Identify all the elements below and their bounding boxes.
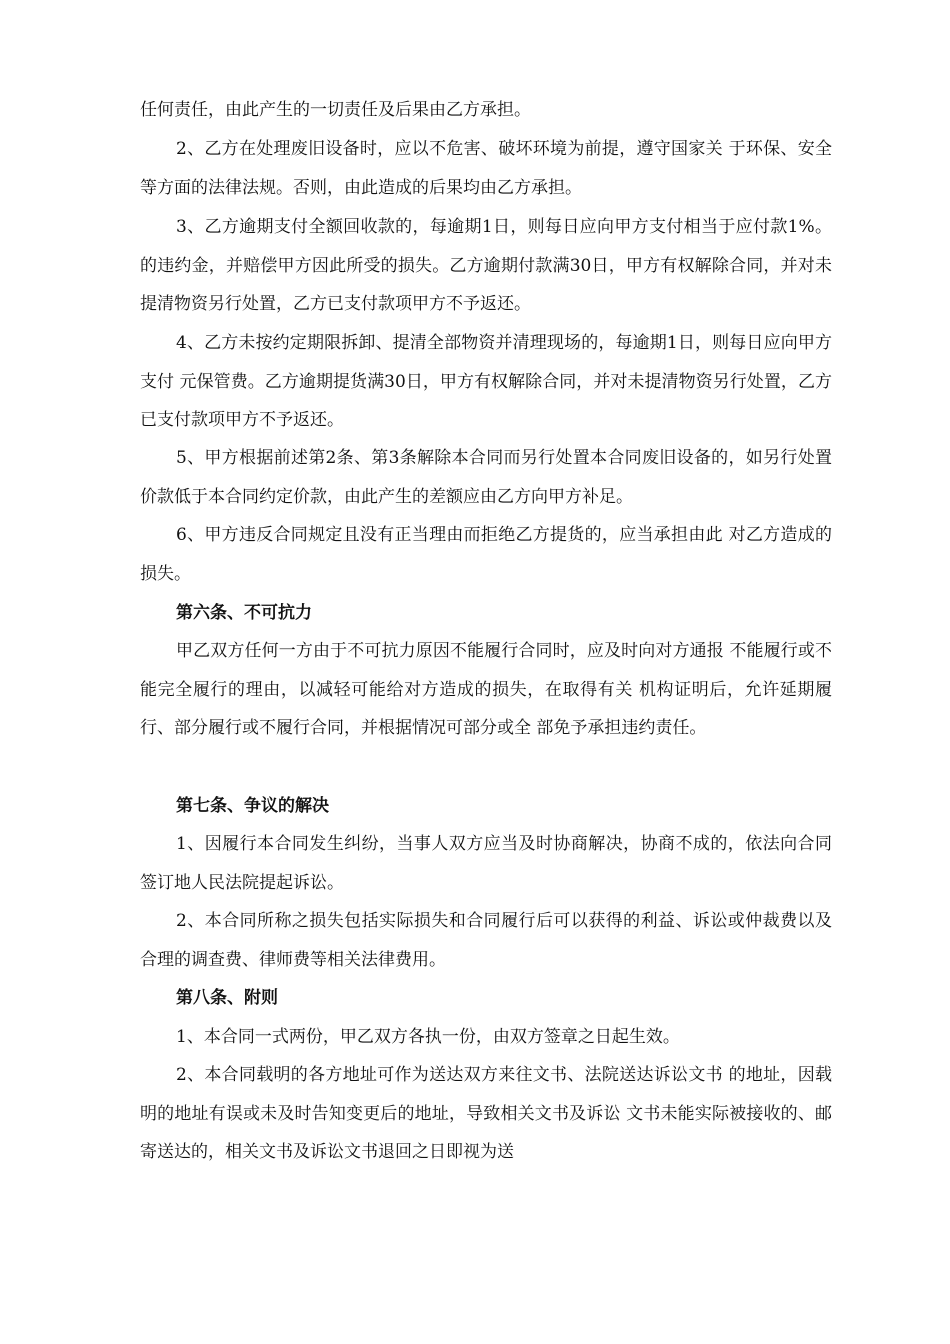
clause-7-2: 2、本合同所称之损失包括实际损失和合同履行后可以获得的利益、诉讼或仲裁费以及合理的调查费、律师费等相关法律费用。 [140,911,832,970]
clause-7-1: 1、因履行本合同发生纠纷，当事人双方应当及时协商解决，协商不成的，依法向合同签订地人民法院提起诉讼。 [140,834,832,893]
article-7-heading: 第七条、争议的解决 [176,796,329,816]
article-6-body: 甲乙双方任何一方由于不可抗力原因不能履行合同时，应及时向对方通报 不能履行或不能完全履行的理由，以减轻可能给对方造成的损失，在取得有关 机构证明后，允许延期履行、部分履行或不履行合同，并根据情况可部分或全 部免予承担违约责任。 [140,641,832,739]
clause-5-5: 5、甲方根据前述第2条、第3条解除本合同而另行处置本合同废旧设备的，如另行处置价款低于本合同约定价款，由此产生的差额应由乙方向甲方补足。 [140,448,832,507]
clause-5-2: 2、乙方在处理废旧设备时，应以不危害、破坏环境为前提，遵守国家关 于环保、安全等方面的法律法规。否则，由此造成的后果均由乙方承担。 [140,139,832,198]
clause-5-6: 6、甲方违反合同规定且没有正当理由而拒绝乙方提货的，应当承担由此 对乙方造成的损失。 [140,525,832,584]
paragraph-continuation: 任何责任，由此产生的一切责任及后果由乙方承担。 [140,100,531,120]
clause-8-2: 2、本合同载明的各方地址可作为送达双方来往文书、法院送达诉讼文书 的地址，因载明的地址有误或未及时告知变更后的地址，导致相关文书及诉讼 文书未能实际被接收的、邮寄送达的，相关文书及诉讼文书退回之日即视为送 [140,1065,832,1163]
article-6-heading: 第六条、不可抗力 [176,603,312,623]
clause-5-3: 3、乙方逾期支付全额回收款的，每逾期1日，则每日应向甲方支付相当于应付款1%。的违约金，并赔偿甲方因此所受的损失。乙方逾期付款满30日，甲方有权解除合同，并对未提清物资另行处置，乙方已支付款项甲方不予返还。 [140,217,832,315]
clause-8-1: 1、本合同一式两份，甲乙双方各执一份，由双方签章之日起生效。 [176,1027,680,1047]
clause-5-4: 4、乙方未按约定期限拆卸、提清全部物资并清理现场的，每逾期1日，则每日应向甲方支付 元保管费。乙方逾期提货满30日，甲方有权解除合同，并对未提清物资另行处置，乙方已支付款项甲方不予返还。 [140,333,832,431]
article-8-heading: 第八条、附则 [176,988,278,1008]
